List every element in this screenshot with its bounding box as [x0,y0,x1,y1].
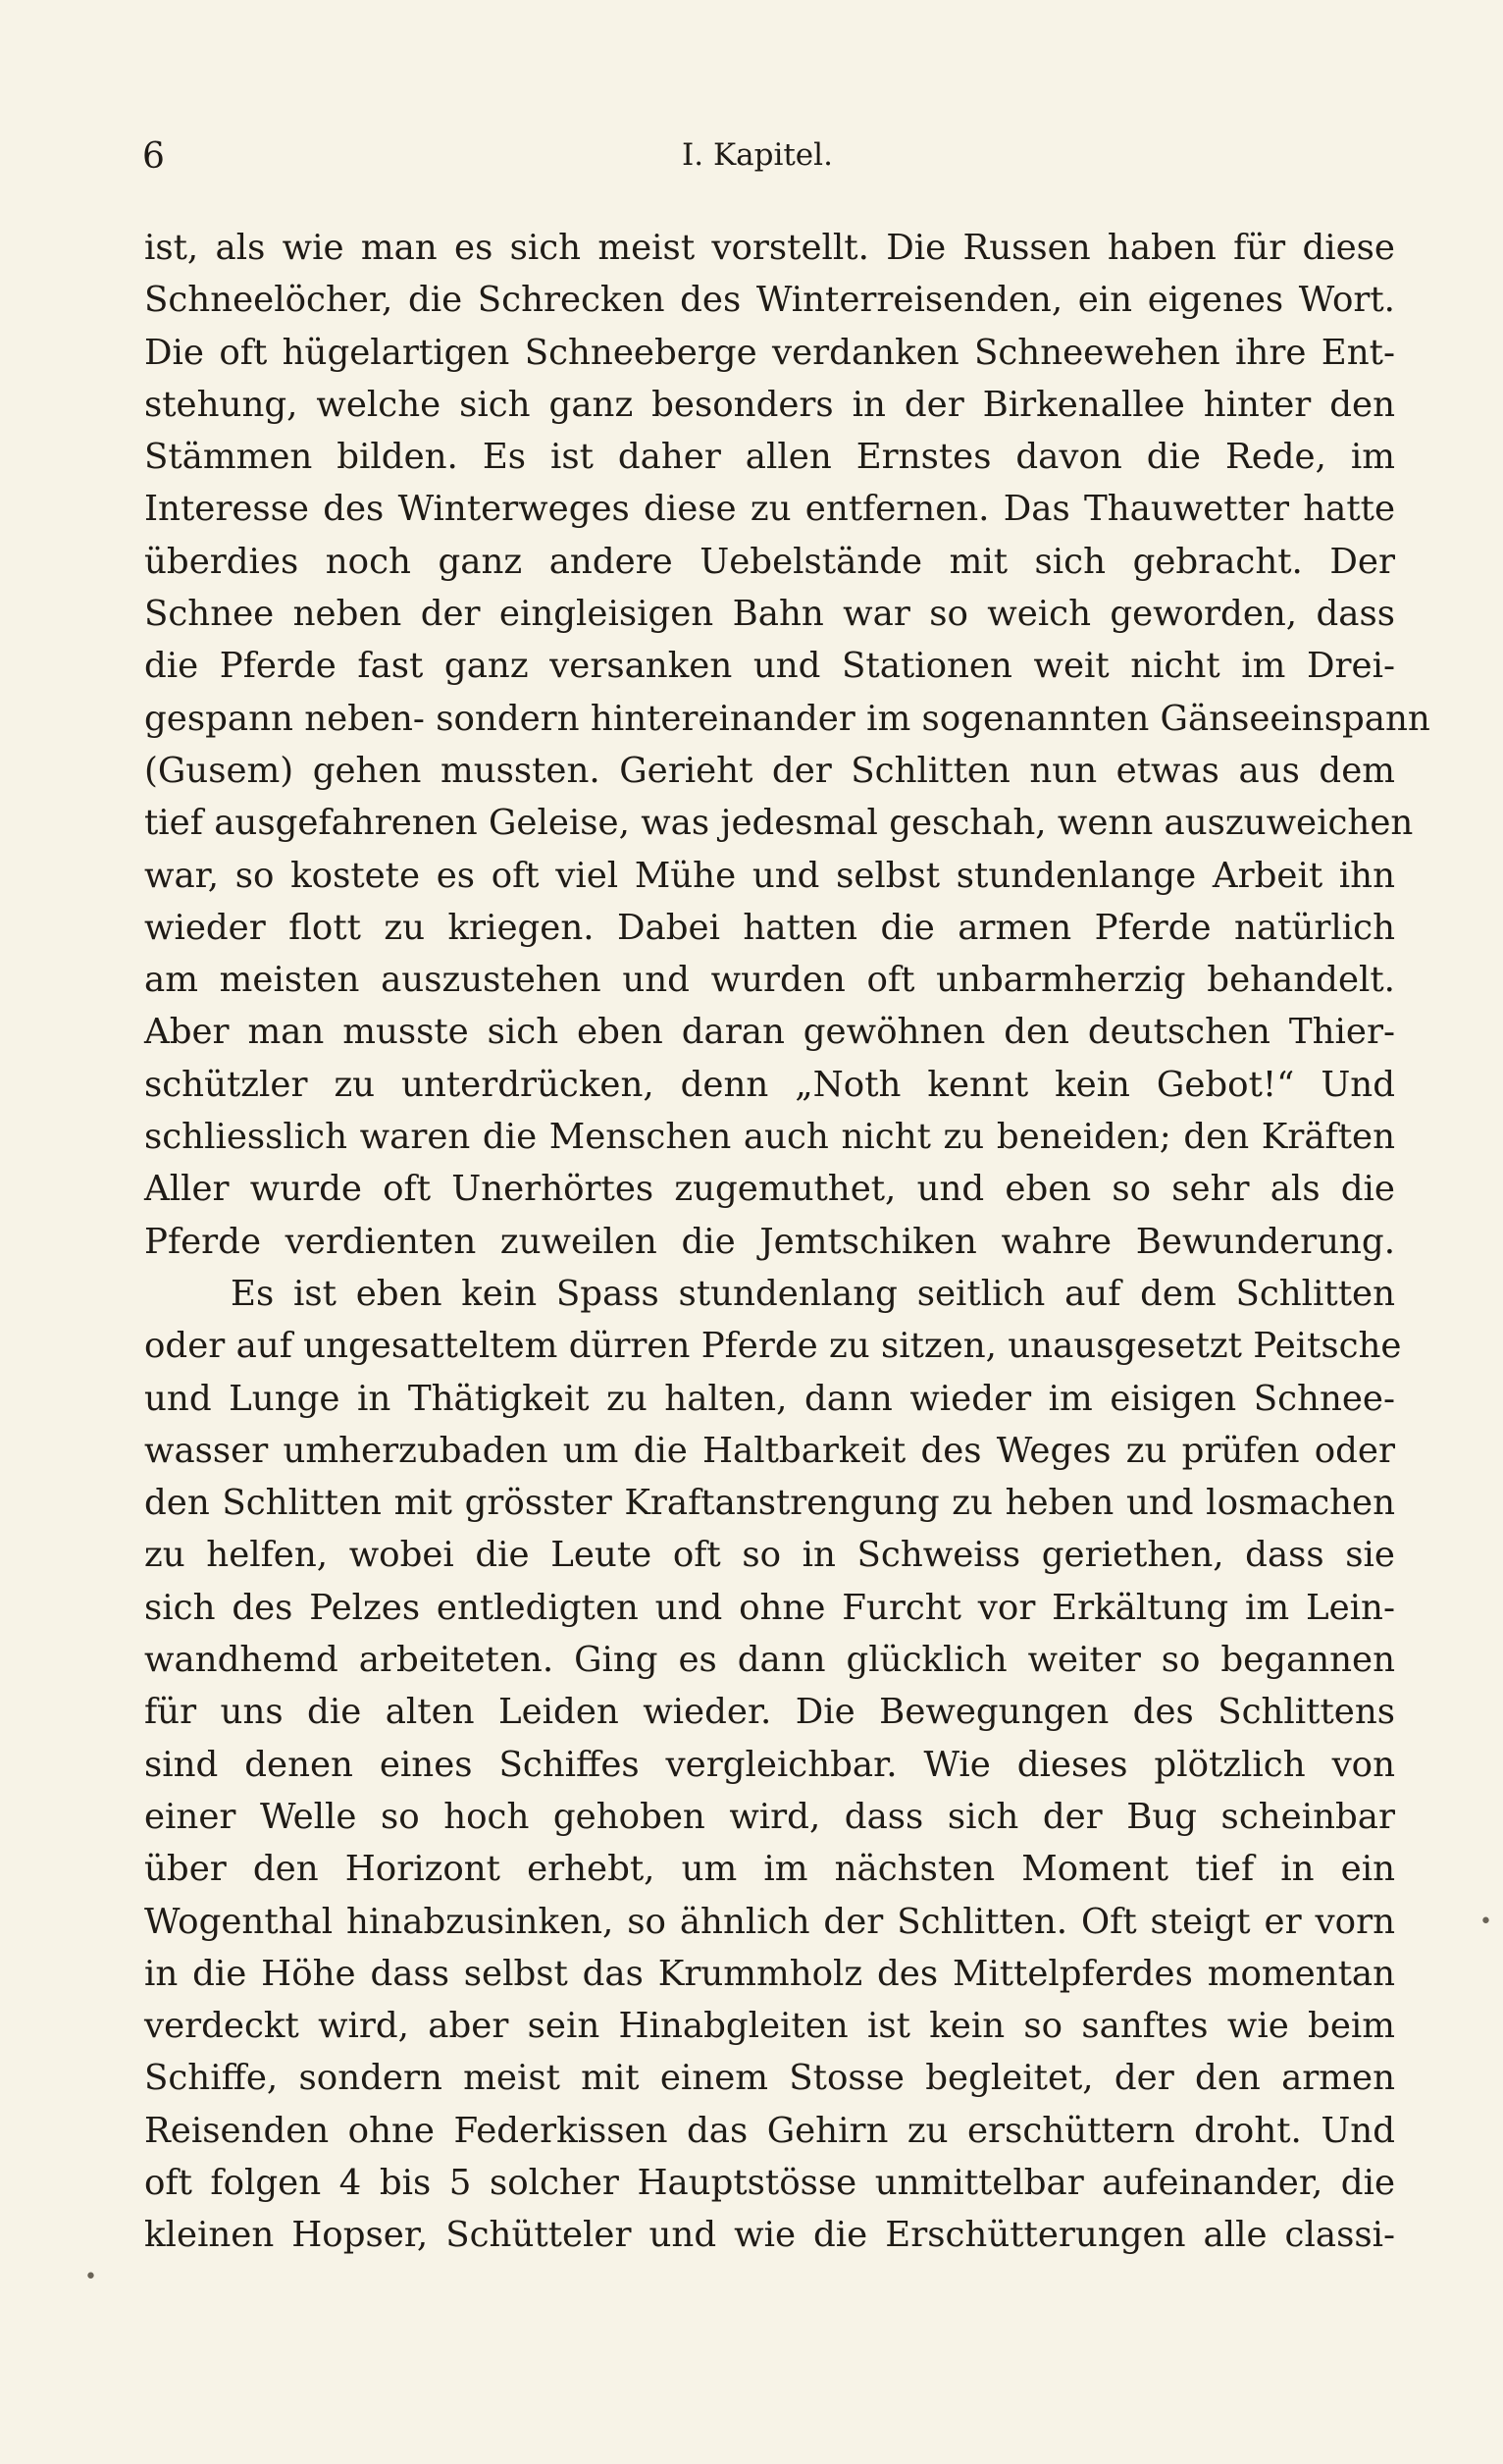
text-line: Wogenthal hinabzusinken, so ähnlich der Schlitten. Oft steigt er vorn [144,1901,1395,1942]
text-line: stehung, welche sich ganz besonders in der Birkenallee hinter den [144,384,1395,425]
text-line: Stämmen bilden. Es ist daher allen Ernstes davon die Rede, im [144,437,1395,478]
text-line: über den Horizont erhebt, um im nächsten Moment tief in ein [144,1849,1395,1890]
text-line: Die oft hügelartigen Schneeberge verdanken Schneewehen ihre Ent- [144,332,1395,373]
margin-dot-mark: • [84,2265,97,2289]
text-line: Schnee neben der eingleisigen Bahn war so weich geworden, dass [144,594,1395,635]
text-line: schliesslich waren die Menschen auch nicht zu beneiden; den Kräften [144,1117,1395,1158]
text-line-indented: Es ist eben kein Spass stundenlang seitlich auf dem Schlitten [231,1273,1395,1314]
text-line: sind denen eines Schiffes vergleichbar. Wie dieses plötzlich von [144,1744,1395,1785]
text-line: zu helfen, wobei die Leute oft so in Schweiss geriethen, dass sie [144,1535,1395,1576]
text-line: sich des Pelzes entledigten und ohne Furcht vor Erkältung im Lein- [144,1587,1395,1628]
text-line: wasser umherzubaden um die Haltbarkeit des Weges zu prüfen oder [144,1430,1395,1471]
text-line: Interesse des Winterweges diese zu entfernen. Das Thauwetter hatte [144,489,1395,530]
text-line: Schiffe, sondern meist mit einem Stosse begleitet, der den armen [144,2058,1395,2099]
text-line: Aller wurde oft Unerhörtes zugemuthet, und eben so sehr als die [144,1169,1395,1210]
page-number: 6 [142,136,165,177]
text-line: Reisenden ohne Federkissen das Gehirn zu erschüttern droht. Und [144,2110,1395,2151]
text-line: Schneelöcher, die Schrecken des Winterreisenden, ein eigenes Wort. [144,280,1395,321]
text-line: am meisten auszustehen und wurden oft unbarmherzig behandelt. [144,960,1395,1001]
text-line: den Schlitten mit grösster Kraftanstrengung zu heben und losmachen [144,1483,1395,1524]
text-line: überdies noch ganz andere Uebelstände mit sich gebracht. Der [144,541,1395,582]
body-text [144,222,1430,2262]
text-line: verdeckt wird, aber sein Hinabgleiten ist kein so sanftes wie beim [144,2006,1395,2047]
text-line: für uns die alten Leiden wieder. Die Bewegungen des Schlittens [144,1692,1395,1733]
text-line: und Lunge in Thätigkeit zu halten, dann wieder im eisigen Schnee- [144,1378,1395,1419]
text-line: oft folgen 4 bis 5 solcher Hauptstösse unmittelbar aufeinander, die [144,2162,1395,2203]
text-line: war, so kostete es oft viel Mühe und selbst stundenlange Arbeit ihn [144,855,1395,896]
margin-dot-mark: • [1479,1910,1492,1934]
text-line: einer Welle so hoch gehoben wird, dass sich der Bug scheinbar [144,1796,1395,1837]
text-line: wieder flott zu kriegen. Dabei hatten die armen Pferde natürlich [144,907,1395,948]
text-line: Aber man musste sich eben daran gewöhnen den deutschen Thier- [144,1012,1395,1053]
text-line: (Gusem) gehen mussten. Gerieht der Schlitten nun etwas aus dem [144,750,1395,791]
text-line: Pferde verdienten zuweilen die Jemtschiken wahre Bewunderung. [144,1221,1395,1262]
running-head: I. Kapitel. [682,137,833,173]
text-line: die Pferde fast ganz versanken und Stationen weit nicht im Drei- [144,646,1395,687]
text-line: wandhemd arbeiteten. Ging es dann glücklich weiter so begannen [144,1640,1395,1681]
text-line: tief ausgefahrenen Geleise, was jedesmal geschah, wenn auszuweichen [144,803,1414,844]
text-line: schützler zu unterdrücken, denn „Noth kennt kein Gebot!“ Und [144,1064,1395,1105]
text-line: ist, als wie man es sich meist vorstellt. Die Russen haben für diese [144,228,1395,268]
text-line: in die Höhe dass selbst das Krummholz des Mittelpferdes momentan [144,1953,1395,1994]
text-line: oder auf ungesatteltem dürren Pferde zu sitzen, unausgesetzt Peitsche [144,1326,1402,1367]
page-header [142,137,1408,186]
text-line: kleinen Hopser, Schütteler und wie die Erschütterungen alle classi- [144,2215,1395,2256]
text-line: gespann neben- sondern hintereinander im sogenannten Gänseeinspann [144,698,1430,739]
